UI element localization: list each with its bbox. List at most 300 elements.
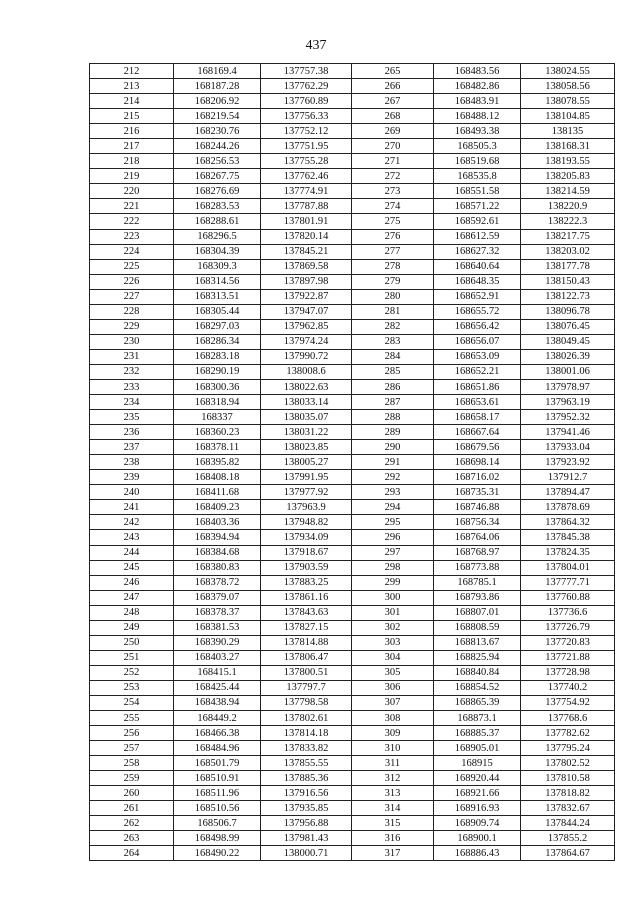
point-number-cell: 250 (90, 635, 174, 650)
x-coordinate-cell: 168551.58 (434, 184, 521, 199)
y-coordinate-cell: 138203.02 (521, 244, 615, 259)
point-number-cell: 246 (90, 575, 174, 590)
y-coordinate-cell: 137818.82 (521, 786, 615, 801)
table-row (90, 650, 615, 665)
x-coordinate-cell: 168640.64 (434, 259, 521, 274)
x-coordinate-cell: 168571.22 (434, 199, 521, 214)
table-row (90, 79, 615, 94)
point-number-cell: 278 (352, 259, 434, 274)
y-coordinate-cell: 137760.89 (261, 94, 352, 109)
point-number-cell: 226 (90, 274, 174, 289)
x-coordinate-cell: 168415.1 (174, 665, 261, 680)
x-coordinate-cell: 168318.94 (174, 395, 261, 410)
x-coordinate-cell: 168905.01 (434, 741, 521, 756)
y-coordinate-cell: 137855.2 (521, 831, 615, 846)
point-number-cell: 229 (90, 319, 174, 334)
y-coordinate-cell: 138024.55 (521, 64, 615, 79)
x-coordinate-cell: 168403.36 (174, 515, 261, 530)
table-row (90, 695, 615, 710)
point-number-cell: 284 (352, 349, 434, 364)
x-coordinate-cell: 168244.26 (174, 139, 261, 154)
x-coordinate-cell: 168296.5 (174, 229, 261, 244)
x-coordinate-cell: 168438.94 (174, 695, 261, 710)
table-row (90, 605, 615, 620)
x-coordinate-cell: 168482.86 (434, 79, 521, 94)
x-coordinate-cell: 168493.38 (434, 124, 521, 139)
table-row (90, 410, 615, 425)
y-coordinate-cell: 137922.87 (261, 289, 352, 304)
table-row (90, 711, 615, 726)
x-coordinate-cell: 168900.1 (434, 831, 521, 846)
point-number-cell: 230 (90, 334, 174, 349)
point-number-cell: 218 (90, 154, 174, 169)
x-coordinate-cell: 168756.34 (434, 515, 521, 530)
point-number-cell: 291 (352, 455, 434, 470)
point-number-cell: 262 (90, 816, 174, 831)
x-coordinate-cell: 168381.53 (174, 620, 261, 635)
x-coordinate-cell: 168276.69 (174, 184, 261, 199)
y-coordinate-cell: 137740.2 (521, 680, 615, 695)
y-coordinate-cell: 137885.36 (261, 771, 352, 786)
y-coordinate-cell: 137787.88 (261, 199, 352, 214)
x-coordinate-cell: 168768.97 (434, 545, 521, 560)
table-row (90, 620, 615, 635)
table-row (90, 364, 615, 379)
x-coordinate-cell: 168409.23 (174, 500, 261, 515)
x-coordinate-cell: 168219.54 (174, 109, 261, 124)
table-row (90, 154, 615, 169)
x-coordinate-cell: 168230.76 (174, 124, 261, 139)
x-coordinate-cell: 168286.34 (174, 334, 261, 349)
point-number-cell: 287 (352, 395, 434, 410)
x-coordinate-cell: 168716.02 (434, 470, 521, 485)
point-number-cell: 249 (90, 620, 174, 635)
x-coordinate-cell: 168267.75 (174, 169, 261, 184)
point-number-cell: 294 (352, 500, 434, 515)
point-number-cell: 256 (90, 726, 174, 741)
point-number-cell: 247 (90, 590, 174, 605)
point-number-cell: 313 (352, 786, 434, 801)
point-number-cell: 298 (352, 560, 434, 575)
point-number-cell: 259 (90, 771, 174, 786)
point-number-cell: 288 (352, 410, 434, 425)
x-coordinate-cell: 168408.18 (174, 470, 261, 485)
y-coordinate-cell: 137795.24 (521, 741, 615, 756)
point-number-cell: 213 (90, 79, 174, 94)
point-number-cell: 286 (352, 379, 434, 394)
table-row (90, 395, 615, 410)
y-coordinate-cell: 137802.52 (521, 756, 615, 771)
point-number-cell: 302 (352, 620, 434, 635)
point-number-cell: 264 (90, 846, 174, 861)
x-coordinate-cell: 168807.01 (434, 605, 521, 620)
table-row (90, 94, 615, 109)
point-number-cell: 269 (352, 124, 434, 139)
y-coordinate-cell: 137963.19 (521, 395, 615, 410)
point-number-cell: 282 (352, 319, 434, 334)
point-number-cell: 243 (90, 530, 174, 545)
x-coordinate-cell: 168773.88 (434, 560, 521, 575)
x-coordinate-cell: 168808.59 (434, 620, 521, 635)
point-number-cell: 245 (90, 560, 174, 575)
y-coordinate-cell: 138177.78 (521, 259, 615, 274)
y-coordinate-cell: 137843.63 (261, 605, 352, 620)
y-coordinate-cell: 137801.91 (261, 214, 352, 229)
y-coordinate-cell: 137897.98 (261, 274, 352, 289)
x-coordinate-cell: 168403.27 (174, 650, 261, 665)
y-coordinate-cell: 138076.45 (521, 319, 615, 334)
x-coordinate-cell: 168483.56 (434, 64, 521, 79)
y-coordinate-cell: 138026.39 (521, 349, 615, 364)
x-coordinate-cell: 168652.91 (434, 289, 521, 304)
x-coordinate-cell: 168300.36 (174, 379, 261, 394)
x-coordinate-cell: 168840.84 (434, 665, 521, 680)
point-number-cell: 237 (90, 440, 174, 455)
point-number-cell: 238 (90, 455, 174, 470)
x-coordinate-cell: 168384.68 (174, 545, 261, 560)
x-coordinate-cell: 168656.07 (434, 334, 521, 349)
table-row (90, 590, 615, 605)
y-coordinate-cell: 137806.47 (261, 650, 352, 665)
y-coordinate-cell: 137894.47 (521, 485, 615, 500)
y-coordinate-cell: 137755.28 (261, 154, 352, 169)
y-coordinate-cell: 137991.95 (261, 470, 352, 485)
table-row (90, 801, 615, 816)
x-coordinate-cell: 168510.91 (174, 771, 261, 786)
point-number-cell: 232 (90, 364, 174, 379)
y-coordinate-cell: 137798.58 (261, 695, 352, 710)
y-coordinate-cell: 137762.46 (261, 169, 352, 184)
table-row (90, 846, 615, 861)
point-number-cell: 311 (352, 756, 434, 771)
y-coordinate-cell: 137754.92 (521, 695, 615, 710)
x-coordinate-cell: 168652.21 (434, 364, 521, 379)
y-coordinate-cell: 137912.7 (521, 470, 615, 485)
point-number-cell: 241 (90, 500, 174, 515)
x-coordinate-cell: 168290.19 (174, 364, 261, 379)
x-coordinate-cell: 168764.06 (434, 530, 521, 545)
table-row (90, 379, 615, 394)
y-coordinate-cell: 137990.72 (261, 349, 352, 364)
point-number-cell: 316 (352, 831, 434, 846)
x-coordinate-cell: 168283.53 (174, 199, 261, 214)
y-coordinate-cell: 137774.91 (261, 184, 352, 199)
table-row (90, 741, 615, 756)
table-row (90, 500, 615, 515)
x-coordinate-cell: 168653.61 (434, 395, 521, 410)
y-coordinate-cell: 138001.06 (521, 364, 615, 379)
y-coordinate-cell: 138220.9 (521, 199, 615, 214)
y-coordinate-cell: 137762.29 (261, 79, 352, 94)
y-coordinate-cell: 137757.38 (261, 64, 352, 79)
table-row (90, 771, 615, 786)
y-coordinate-cell: 137797.7 (261, 680, 352, 695)
point-number-cell: 231 (90, 349, 174, 364)
table-row (90, 169, 615, 184)
y-coordinate-cell: 137845.21 (261, 244, 352, 259)
x-coordinate-cell: 168490.22 (174, 846, 261, 861)
y-coordinate-cell: 138008.6 (261, 364, 352, 379)
point-number-cell: 253 (90, 680, 174, 695)
x-coordinate-cell: 168813.67 (434, 635, 521, 650)
table-row (90, 575, 615, 590)
table-row (90, 64, 615, 79)
y-coordinate-cell: 137833.82 (261, 741, 352, 756)
x-coordinate-cell: 168612.59 (434, 229, 521, 244)
y-coordinate-cell: 137952.32 (521, 410, 615, 425)
x-coordinate-cell: 168854.52 (434, 680, 521, 695)
table-row (90, 515, 615, 530)
x-coordinate-cell: 168187.28 (174, 79, 261, 94)
y-coordinate-cell: 137820.14 (261, 229, 352, 244)
table-row (90, 229, 615, 244)
x-coordinate-cell: 168510.56 (174, 801, 261, 816)
y-coordinate-cell: 137720.83 (521, 635, 615, 650)
y-coordinate-cell: 138222.3 (521, 214, 615, 229)
x-coordinate-cell: 168735.31 (434, 485, 521, 500)
table-row (90, 726, 615, 741)
table-row (90, 560, 615, 575)
y-coordinate-cell: 137948.82 (261, 515, 352, 530)
point-number-cell: 309 (352, 726, 434, 741)
point-number-cell: 228 (90, 304, 174, 319)
table-row (90, 289, 615, 304)
point-number-cell: 293 (352, 485, 434, 500)
x-coordinate-cell: 168360.23 (174, 425, 261, 440)
point-number-cell: 212 (90, 64, 174, 79)
x-coordinate-cell: 168378.11 (174, 440, 261, 455)
point-number-cell: 281 (352, 304, 434, 319)
y-coordinate-cell: 137934.09 (261, 530, 352, 545)
y-coordinate-cell: 137802.61 (261, 711, 352, 726)
table-row (90, 425, 615, 440)
x-coordinate-cell: 168484.96 (174, 741, 261, 756)
point-number-cell: 252 (90, 665, 174, 680)
point-number-cell: 312 (352, 771, 434, 786)
y-coordinate-cell: 138150.43 (521, 274, 615, 289)
point-number-cell: 268 (352, 109, 434, 124)
x-coordinate-cell: 168394.94 (174, 530, 261, 545)
point-number-cell: 216 (90, 124, 174, 139)
table-row (90, 816, 615, 831)
y-coordinate-cell: 137918.67 (261, 545, 352, 560)
point-number-cell: 224 (90, 244, 174, 259)
table-row (90, 786, 615, 801)
point-number-cell: 266 (352, 79, 434, 94)
table-row (90, 635, 615, 650)
x-coordinate-cell: 168488.12 (434, 109, 521, 124)
y-coordinate-cell: 138031.22 (261, 425, 352, 440)
point-number-cell: 292 (352, 470, 434, 485)
y-coordinate-cell: 137883.25 (261, 575, 352, 590)
y-coordinate-cell: 137721.88 (521, 650, 615, 665)
y-coordinate-cell: 138193.55 (521, 154, 615, 169)
table-row (90, 139, 615, 154)
x-coordinate-cell: 168378.72 (174, 575, 261, 590)
x-coordinate-cell: 168169.4 (174, 64, 261, 79)
point-number-cell: 271 (352, 154, 434, 169)
point-number-cell: 233 (90, 379, 174, 394)
y-coordinate-cell: 137832.67 (521, 801, 615, 816)
point-number-cell: 317 (352, 846, 434, 861)
x-coordinate-cell: 168651.86 (434, 379, 521, 394)
x-coordinate-cell: 168498.99 (174, 831, 261, 846)
point-number-cell: 235 (90, 410, 174, 425)
y-coordinate-cell: 138022.63 (261, 379, 352, 394)
point-number-cell: 310 (352, 741, 434, 756)
point-number-cell: 270 (352, 139, 434, 154)
x-coordinate-cell: 168283.18 (174, 349, 261, 364)
x-coordinate-cell: 168648.35 (434, 274, 521, 289)
y-coordinate-cell: 138205.83 (521, 169, 615, 184)
y-coordinate-cell: 137726.79 (521, 620, 615, 635)
table-row (90, 530, 615, 545)
y-coordinate-cell: 137962.85 (261, 319, 352, 334)
x-coordinate-cell: 168653.09 (434, 349, 521, 364)
x-coordinate-cell: 168793.86 (434, 590, 521, 605)
x-coordinate-cell: 168337 (174, 410, 261, 425)
x-coordinate-cell: 168698.14 (434, 455, 521, 470)
y-coordinate-cell: 137800.51 (261, 665, 352, 680)
y-coordinate-cell: 137864.32 (521, 515, 615, 530)
y-coordinate-cell: 138000.71 (261, 846, 352, 861)
point-number-cell: 244 (90, 545, 174, 560)
x-coordinate-cell: 168314.56 (174, 274, 261, 289)
point-number-cell: 296 (352, 530, 434, 545)
x-coordinate-cell: 168378.37 (174, 605, 261, 620)
x-coordinate-cell: 168658.17 (434, 410, 521, 425)
point-number-cell: 227 (90, 289, 174, 304)
y-coordinate-cell: 137933.04 (521, 440, 615, 455)
point-number-cell: 306 (352, 680, 434, 695)
point-number-cell: 215 (90, 109, 174, 124)
point-number-cell: 261 (90, 801, 174, 816)
x-coordinate-cell: 168256.53 (174, 154, 261, 169)
table-row (90, 756, 615, 771)
y-coordinate-cell: 138214.59 (521, 184, 615, 199)
table-row (90, 259, 615, 274)
point-number-cell: 304 (352, 650, 434, 665)
point-number-cell: 239 (90, 470, 174, 485)
table-row (90, 455, 615, 470)
y-coordinate-cell: 138104.85 (521, 109, 615, 124)
y-coordinate-cell: 137756.33 (261, 109, 352, 124)
x-coordinate-cell: 168535.8 (434, 169, 521, 184)
point-number-cell: 295 (352, 515, 434, 530)
point-number-cell: 273 (352, 184, 434, 199)
y-coordinate-cell: 137855.55 (261, 756, 352, 771)
coordinates-table-body (90, 64, 615, 861)
point-number-cell: 314 (352, 801, 434, 816)
point-number-cell: 251 (90, 650, 174, 665)
x-coordinate-cell: 168519.68 (434, 154, 521, 169)
table-row (90, 274, 615, 289)
y-coordinate-cell: 137974.24 (261, 334, 352, 349)
x-coordinate-cell: 168656.42 (434, 319, 521, 334)
y-coordinate-cell: 137977.92 (261, 485, 352, 500)
y-coordinate-cell: 137768.6 (521, 711, 615, 726)
point-number-cell: 297 (352, 545, 434, 560)
table-row (90, 440, 615, 455)
x-coordinate-cell: 168449.2 (174, 711, 261, 726)
point-number-cell: 307 (352, 695, 434, 710)
table-row (90, 109, 615, 124)
table-row (90, 199, 615, 214)
point-number-cell: 225 (90, 259, 174, 274)
y-coordinate-cell: 137935.85 (261, 801, 352, 816)
point-number-cell: 242 (90, 515, 174, 530)
point-number-cell: 272 (352, 169, 434, 184)
y-coordinate-cell: 138078.55 (521, 94, 615, 109)
table-row (90, 545, 615, 560)
x-coordinate-cell: 168380.83 (174, 560, 261, 575)
coordinates-table (89, 63, 615, 861)
point-number-cell: 248 (90, 605, 174, 620)
point-number-cell: 214 (90, 94, 174, 109)
y-coordinate-cell: 137878.69 (521, 500, 615, 515)
point-number-cell: 223 (90, 229, 174, 244)
x-coordinate-cell: 168916.93 (434, 801, 521, 816)
y-coordinate-cell: 137752.12 (261, 124, 352, 139)
x-coordinate-cell: 168511.96 (174, 786, 261, 801)
point-number-cell: 289 (352, 425, 434, 440)
x-coordinate-cell: 168592.61 (434, 214, 521, 229)
point-number-cell: 290 (352, 440, 434, 455)
x-coordinate-cell: 168915 (434, 756, 521, 771)
point-number-cell: 276 (352, 229, 434, 244)
y-coordinate-cell: 137760.88 (521, 590, 615, 605)
y-coordinate-cell: 138058.56 (521, 79, 615, 94)
y-coordinate-cell: 138135 (521, 124, 615, 139)
point-number-cell: 275 (352, 214, 434, 229)
y-coordinate-cell: 137827.15 (261, 620, 352, 635)
point-number-cell: 267 (352, 94, 434, 109)
point-number-cell: 220 (90, 184, 174, 199)
x-coordinate-cell: 168288.61 (174, 214, 261, 229)
point-number-cell: 285 (352, 364, 434, 379)
y-coordinate-cell: 137941.46 (521, 425, 615, 440)
x-coordinate-cell: 168206.92 (174, 94, 261, 109)
y-coordinate-cell: 137810.58 (521, 771, 615, 786)
y-coordinate-cell: 137869.58 (261, 259, 352, 274)
table-row (90, 304, 615, 319)
x-coordinate-cell: 168865.39 (434, 695, 521, 710)
point-number-cell: 277 (352, 244, 434, 259)
point-number-cell: 236 (90, 425, 174, 440)
x-coordinate-cell: 168425.44 (174, 680, 261, 695)
x-coordinate-cell: 168483.91 (434, 94, 521, 109)
y-coordinate-cell: 137736.6 (521, 605, 615, 620)
point-number-cell: 305 (352, 665, 434, 680)
table-row (90, 214, 615, 229)
x-coordinate-cell: 168395.82 (174, 455, 261, 470)
table-row (90, 319, 615, 334)
y-coordinate-cell: 137728.98 (521, 665, 615, 680)
table-row (90, 485, 615, 500)
y-coordinate-cell: 137981.43 (261, 831, 352, 846)
x-coordinate-cell: 168506.7 (174, 816, 261, 831)
x-coordinate-cell: 168679.56 (434, 440, 521, 455)
point-number-cell: 222 (90, 214, 174, 229)
x-coordinate-cell: 168921.66 (434, 786, 521, 801)
x-coordinate-cell: 168390.29 (174, 635, 261, 650)
point-number-cell: 263 (90, 831, 174, 846)
x-coordinate-cell: 168505.3 (434, 139, 521, 154)
point-number-cell: 283 (352, 334, 434, 349)
x-coordinate-cell: 168304.39 (174, 244, 261, 259)
point-number-cell: 279 (352, 274, 434, 289)
point-number-cell: 234 (90, 395, 174, 410)
